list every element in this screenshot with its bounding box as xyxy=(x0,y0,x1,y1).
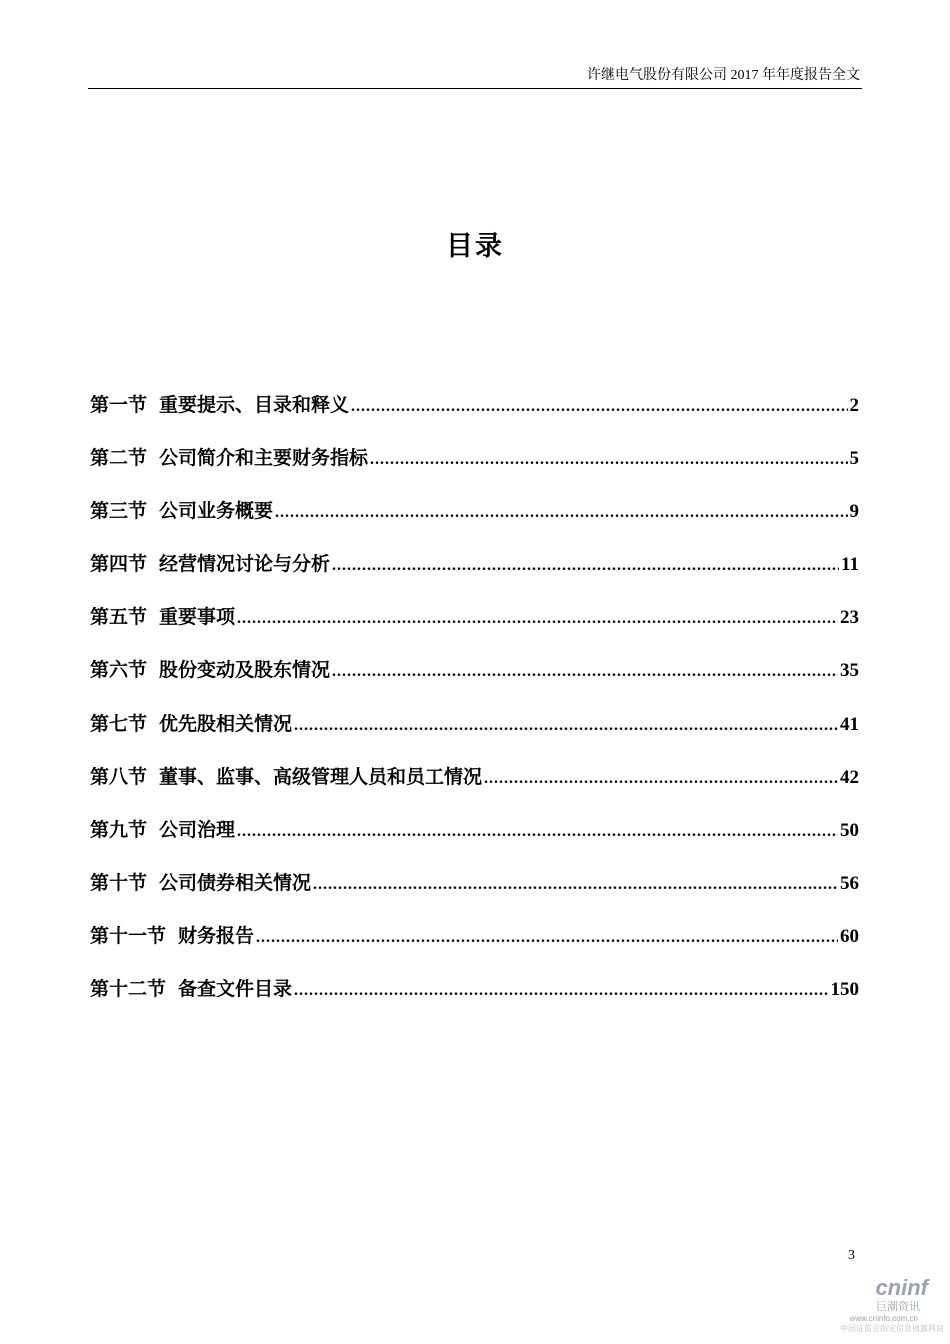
cninfo-watermark xyxy=(838,1276,948,1340)
toc-leader-dots xyxy=(294,717,838,735)
toc-leader-dots xyxy=(256,929,838,947)
toc-section-label: 第二节 xyxy=(90,447,148,470)
toc-leader-dots xyxy=(237,610,838,628)
toc-page-number: 42 xyxy=(840,766,859,788)
page-number: 3 xyxy=(848,1248,855,1263)
toc-section-label: 第七节 xyxy=(90,712,148,735)
toc-section-label: 第三节 xyxy=(90,500,148,523)
toc-page-number: 50 xyxy=(840,819,859,841)
toc-page-number: 23 xyxy=(840,607,859,629)
toc-page-number: 56 xyxy=(840,872,859,894)
toc-leader-dots xyxy=(484,770,838,788)
toc-leader-dots xyxy=(294,982,828,1000)
toc-page-number: 11 xyxy=(841,554,859,576)
watermark-url: www.cninfo.com.cn xyxy=(849,1314,918,1323)
toc-section-title: 股份变动及股东情况 xyxy=(159,659,331,682)
toc-entry-1[interactable] xyxy=(90,390,859,443)
table-of-contents xyxy=(90,390,859,1027)
toc-section-label: 第五节 xyxy=(90,606,148,629)
toc-page-number: 41 xyxy=(840,713,859,735)
toc-leader-dots xyxy=(332,557,839,575)
toc-entry-2[interactable] xyxy=(90,443,859,496)
toc-section-label: 第四节 xyxy=(90,553,148,576)
toc-leader-dots xyxy=(370,451,847,469)
header-divider xyxy=(88,88,862,89)
toc-section-label: 第十一节 xyxy=(90,924,167,947)
toc-page-number: 5 xyxy=(849,448,859,470)
toc-leader-dots xyxy=(237,823,838,841)
toc-entry-12[interactable] xyxy=(90,974,859,1027)
toc-page-number: 60 xyxy=(840,925,859,947)
toc-section-title: 重要提示、目录和释义 xyxy=(159,394,350,416)
toc-entry-8[interactable] xyxy=(90,762,859,815)
toc-section-title: 公司简介和主要财务指标 xyxy=(159,447,369,470)
toc-entry-9[interactable] xyxy=(90,815,859,868)
toc-entry-10[interactable] xyxy=(90,868,859,921)
page-title: 目录 xyxy=(446,231,504,262)
toc-page-number: 35 xyxy=(840,660,859,682)
toc-page-number: 9 xyxy=(849,501,859,523)
toc-leader-dots xyxy=(351,398,847,416)
toc-section-title: 优先股相关情况 xyxy=(159,712,293,735)
toc-section-title: 公司治理 xyxy=(159,818,236,841)
toc-section-label: 第十二节 xyxy=(90,978,167,1001)
toc-section-title: 财务报告 xyxy=(178,924,255,947)
toc-section-title: 经营情况讨论与分析 xyxy=(159,553,331,576)
toc-leader-dots xyxy=(313,876,838,894)
toc-section-title: 公司债券相关情况 xyxy=(159,871,312,894)
running-header: 许继电气股份有限公司 2017 年年度报告全文 xyxy=(587,68,860,83)
toc-entry-11[interactable] xyxy=(90,921,859,974)
toc-leader-dots xyxy=(332,663,838,681)
toc-section-title: 公司业务概要 xyxy=(159,500,274,523)
watermark-name: 巨潮资讯 xyxy=(876,1300,920,1313)
toc-leader-dots xyxy=(275,504,847,522)
toc-section-title: 备查文件目录 xyxy=(178,978,293,1001)
toc-section-title: 重要事项 xyxy=(159,606,236,629)
toc-entry-4[interactable] xyxy=(90,549,859,602)
cninfo-logo: cninf xyxy=(875,1275,928,1300)
toc-page-number: 150 xyxy=(830,979,859,1001)
toc-entry-6[interactable] xyxy=(90,655,859,708)
toc-entry-5[interactable] xyxy=(90,602,859,655)
toc-entry-3[interactable] xyxy=(90,496,859,549)
toc-section-label: 第八节 xyxy=(90,765,148,788)
toc-section-label: 第六节 xyxy=(90,659,148,682)
toc-section-label: 第十节 xyxy=(90,871,148,894)
toc-entry-7[interactable] xyxy=(90,709,859,762)
toc-section-label: 第九节 xyxy=(90,818,148,841)
toc-section-label: 第一节 xyxy=(90,394,148,416)
toc-page-number: 2 xyxy=(849,395,859,416)
toc-section-title: 董事、监事、高级管理人员和员工情况 xyxy=(159,765,483,788)
watermark-org: 中国证监会指定信息披露网站 xyxy=(840,1324,944,1333)
